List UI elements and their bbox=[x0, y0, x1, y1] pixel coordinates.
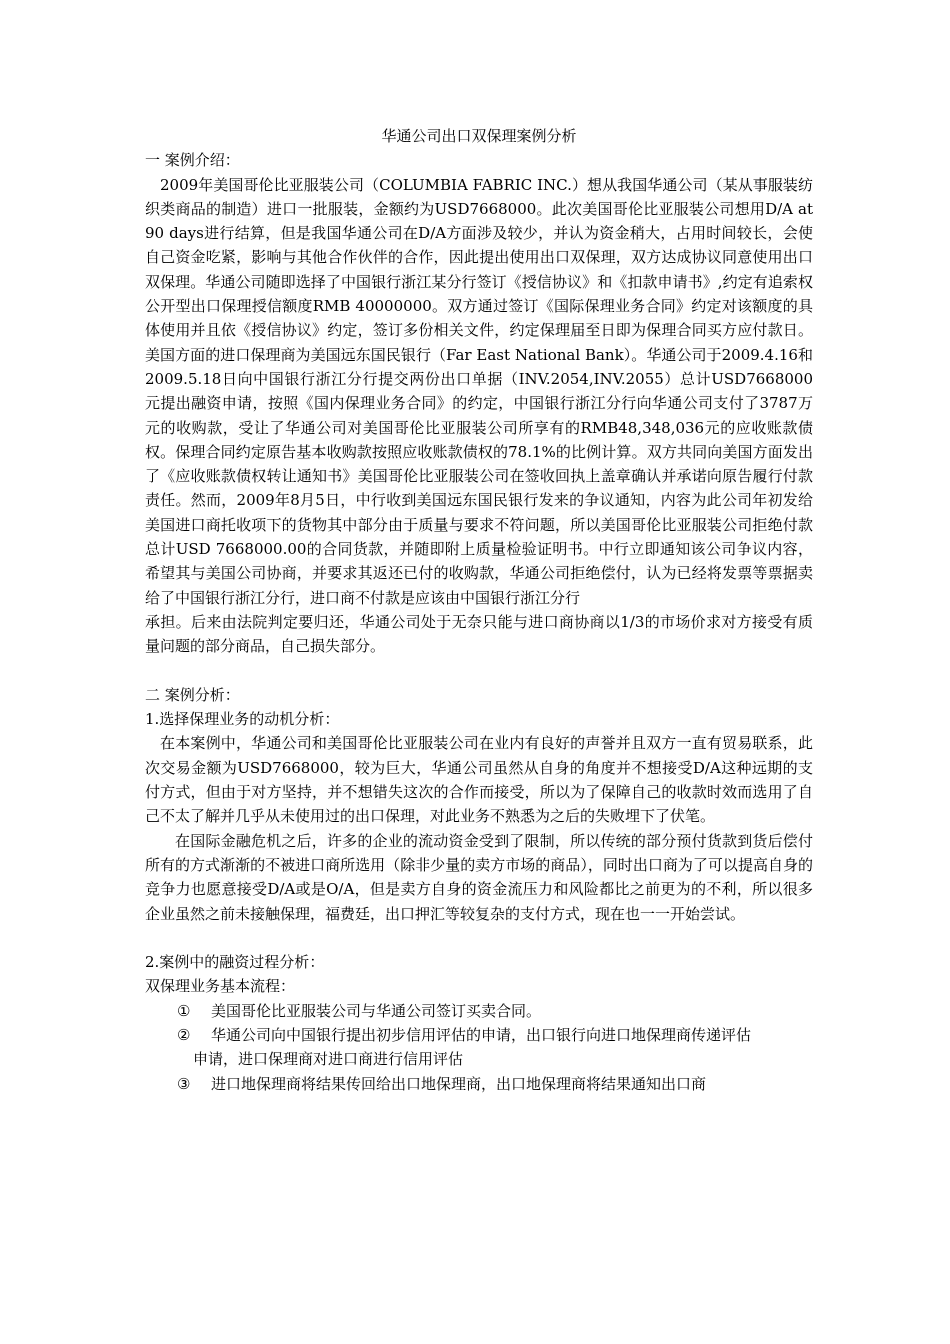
step-number: ① bbox=[177, 1001, 191, 1020]
case-intro-paragraph: 2009年美国哥伦比亚服装公司（COLUMBIA FABRIC INC.）想从我国华通公司（某从事服装纺织类商品的制造）进口一批服装，金额约为USD7668000。此次美国哥伦比亚服装公司想用D/A at 90 days进行结算，但是我国华通公司在D/A方面涉及较少，并认为资金稍大，占用时间较长，会使自己资金吃紧，影响与其他合作伙伴的合作，因此提出使用出口双保理，双方达成协议同意使用出口双保理。华通公司随即选择了中国银行浙江某分行签订《授信协议》和《扣款申请书》,约定有追索权公开型出口保理授信额度RMB 40000000。双方通过签订《国际保理业务合同》约定对该额度的具体使用并且依《授信协议》约定，签订多份相关文件，约定保理届至日即为保理合同买方应付款日。美国方面的进口保理商为美国远东国民银行（Far East National Bank）。华通公司于2009.4.16和2009.5.18日向中国银行浙江分行提交两份出口单据（INV.2054,INV.2055）总计USD7668000元提出融资申请，按照《国内保理业务合同》的约定，中国银行浙江分行向华通公司支付了3787万元的收购款，受让了华通公司对美国哥伦比亚服装公司所享有的RMB48,348,036元的应收账款债权。保理合同约定原告基本收购款按照应收账款债权的78.1%的比例计算。双方共同向美国方面发出了《应收账款债权转让通知书》美国哥伦比亚服装公司在签收回执上盖章确认并承诺向原告履行付款责任。然而，2009年8月5日，中行收到美国远东国民银行发来的争议通知，内容为此公司年初发给美国进口商托收项下的货物其中部分由于质量与要求不符问题，所以美国哥伦比亚服装公司拒绝付款总计USD 7668000.00的合同货款，并随即附上质量检验证明书。中行立即通知该公司争议内容，希望其与美国公司协商，并要求其返还已付的收购款，华通公司拒绝偿付，认为已经将发票等票据卖给了中国银行浙江分行，进口商不付款是应该由中国银行浙江分行 bbox=[145, 175, 813, 607]
subsection-heading-financing: 2.案例中的融资过程分析： bbox=[145, 953, 325, 972]
step-text: 进口地保理商将结果传回给出口地保理商，出口地保理商将结果通知出口商 bbox=[211, 1074, 707, 1093]
flow-step-2-continued: 申请，进口保理商对进口商进行信用评估 bbox=[193, 1050, 464, 1069]
subsection-heading-motivation: 1.选择保理业务的动机分析： bbox=[145, 710, 340, 729]
blank-line bbox=[145, 659, 813, 683]
case-intro-paragraph-continued: 承担。后来由法院判定要归还，华通公司处于无奈只能与进口商协商以1/3的市场价求对方接受有质量问题的部分商品，自己损失部分。 bbox=[145, 612, 813, 656]
flow-step-2 bbox=[145, 1023, 813, 1047]
section-heading-case-intro: 一 案例介绍： bbox=[145, 151, 240, 170]
blank-line bbox=[145, 926, 813, 950]
motivation-paragraph-1: 在本案例中，华通公司和美国哥伦比亚服装公司在业内有良好的声誉并且双方一直有贸易联系，此次交易金额为USD7668000，较为巨大，华通公司虽然从自身的角度并不想接受D/A这种远期的支付方式，但由于对方坚持，并不想错失这次的合作而接受，所以为了保障自己的收款时效而选用了自己不太了解并几乎从未使用过的出口保理，对此业务不熟悉为之后的失败埋下了伏笔。 bbox=[145, 734, 813, 826]
section-heading-case-analysis: 二 案例分析： bbox=[145, 685, 240, 704]
flow-heading: 双保理业务基本流程： bbox=[145, 977, 296, 996]
step-number: ② bbox=[177, 1025, 191, 1044]
step-number: ③ bbox=[177, 1074, 191, 1093]
motivation-paragraph-2: 在国际金融危机之后，许多的企业的流动资金受到了限制，所以传统的部分预付货款到货后偿付所有的方式渐渐的不被进口商所选用（除非少量的卖方市场的商品），同时出口商为了可以提高自身的竞争力也愿意接受D/A或是O/A，但是卖方自身的资金流压力和风险都比之前更为的不利，所以很多企业虽然之前未接触保理，福费廷，出口押汇等较复杂的支付方式，现在也一一开始尝试。 bbox=[145, 831, 813, 923]
flow-step-1 bbox=[145, 999, 813, 1023]
step-text: 华通公司向中国银行提出初步信用评估的申请，出口银行向进口地保理商传递评估 bbox=[211, 1025, 752, 1044]
document-title: 华通公司出口双保理案例分析 bbox=[381, 127, 577, 145]
document-body bbox=[145, 124, 813, 1096]
step-text: 美国哥伦比亚服装公司与华通公司签订买卖合同。 bbox=[211, 1001, 542, 1020]
flow-step-3 bbox=[145, 1072, 813, 1096]
